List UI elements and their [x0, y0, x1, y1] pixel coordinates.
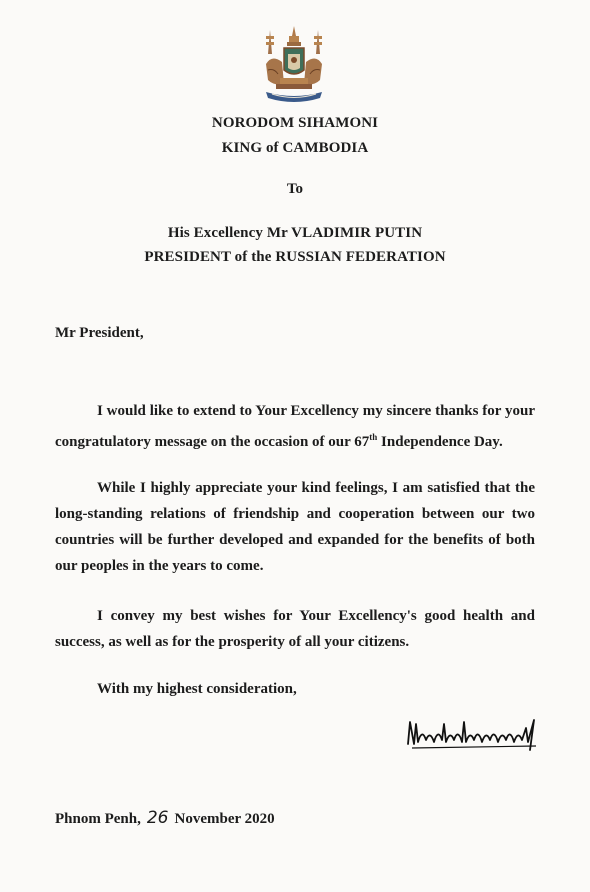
recipient-line-1: His Excellency Mr VLADIMIR PUTIN: [167, 225, 423, 241]
ordinal-suffix: th: [369, 432, 378, 442]
paragraph-thanks: [55, 398, 535, 455]
date-day: 26: [146, 808, 169, 828]
paragraph-thanks-end: Independence Day.: [377, 434, 503, 450]
paragraph-relations-text: While I highly appreciate your kind feelings, I am satisfied that the long-standing relations of friendship and cooperation between our two countries will be further developed and expanded for the benefits of both our peoples in the years to come.: [55, 480, 535, 574]
date-place: Phnom Penh,: [55, 811, 141, 827]
to-label: To: [286, 181, 304, 197]
paragraph-wishes: [55, 603, 535, 655]
salutation: Mr President,: [55, 325, 144, 341]
royal-emblem-icon: [258, 24, 330, 104]
paragraph-wishes-text: I convey my best wishes for Your Excellency's good health and success, as well as for the prosperity of all your citizens.: [55, 608, 535, 650]
date-month-year: November 2020: [174, 811, 275, 827]
sender-name: NORODOM SIHAMONI: [211, 115, 379, 131]
closing-line: With my highest consideration,: [97, 681, 297, 697]
paragraph-thanks-text: I would like to extend to Your Excellency my sincere thanks for your congratulatory message on the occasion of our 67: [55, 403, 535, 450]
paragraph-relations: [55, 475, 535, 579]
handwritten-signature: [404, 714, 544, 754]
sender-title: KING of CAMBODIA: [221, 140, 369, 156]
recipient-line-2: PRESIDENT of the RUSSIAN FEDERATION: [144, 249, 446, 265]
date-line: [55, 808, 275, 828]
